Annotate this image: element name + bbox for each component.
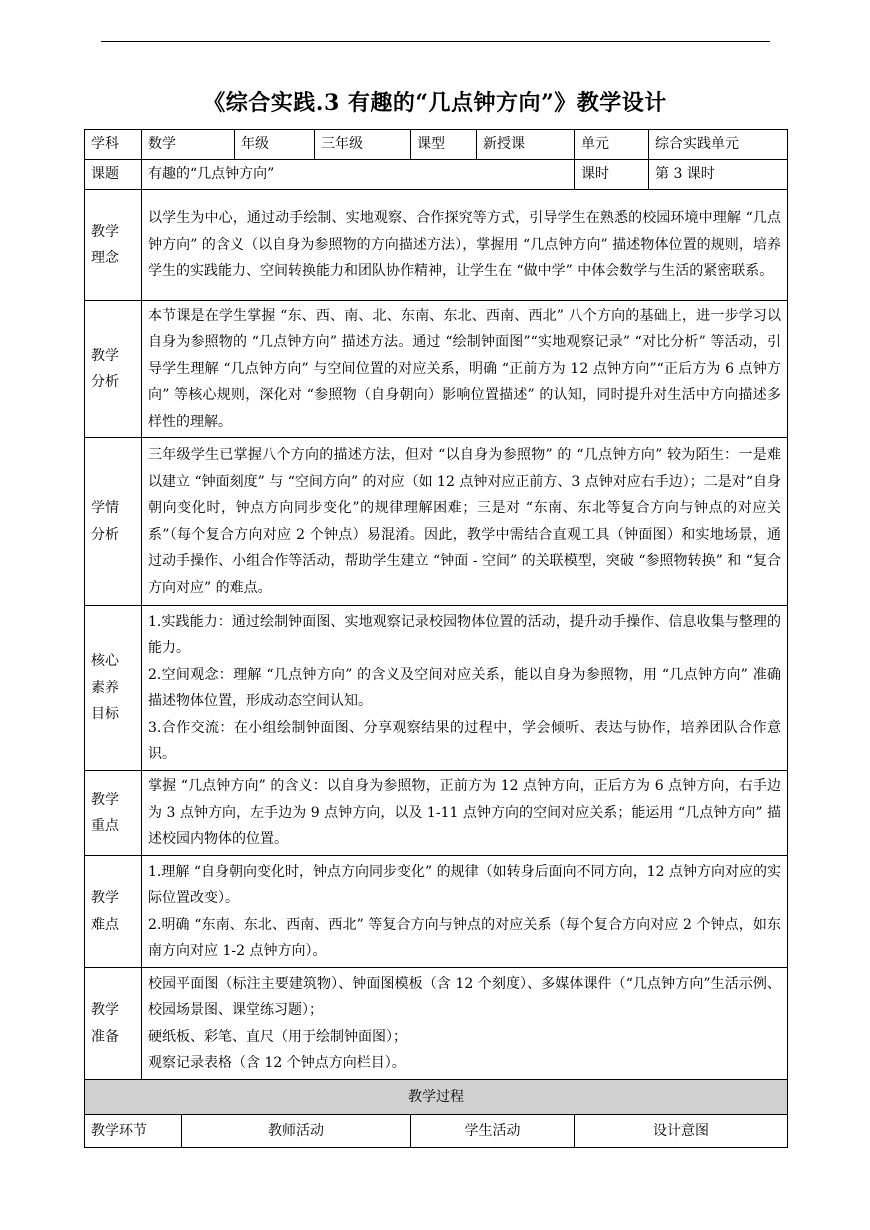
difficulty-item: 1.理解 “自身朝向变化时，钟点方向同步变化” 的规律（如转身后面向不同方向，12 点钟方向对应的实际位置改变）。 <box>148 863 781 906</box>
difficulty-item: 2.明确 “东南、东北、西南、西北” 等复合方向与钟点的对应关系（每个复合方向对应 2 个钟点，如东南方向对应 1-2 点钟方向）。 <box>148 916 781 959</box>
section-content: 以学生为中心，通过动手绘制、实地观察、合作探究等方式，引导学生在熟悉的校园环境中理解 “几点钟方向” 的含义（以自身为参照物的方向描述方法），掌握用 “几点钟方向” 描述物体位置的规则，培养学生的实践能力、空间转换能力和团队协作精神，让学生在 “做中学” 中体会数学与生活的紧密联系。 <box>142 190 788 301</box>
subject-value: 数学 <box>142 130 235 160</box>
section-content: 本节课是在学生掌握 “东、西、南、北、东南、东北、西南、西北” 八个方向的基础上，进一步学习以自身为参照物的 “几点钟方向” 描述方法。通过 “绘制钟面图”“实地观察记录” “对比分析” 等活动，引导学生理解 “几点钟方向” 与空间位置的对应关系，明确 “正前方为 12 点钟方向”“正后方为 6 点钟方向” 等核心规则，深化对 “参照物（自身朝向）影响位置描述” 的认知，同时提升对生活中方向描述多样性的理解。 <box>142 301 788 438</box>
document-title: 《综合实践.3 有趣的“几点钟方向”》教学设计 <box>203 90 667 116</box>
column-header-stage: 教学环节 <box>85 1115 182 1148</box>
section-row-analysis <box>85 301 788 438</box>
topic-label: 课题 <box>85 160 142 190</box>
section-label: 教学 准备 <box>85 968 142 1080</box>
section-content: 三年级学生已掌握八个方向的描述方法，但对 “以自身为参照物” 的 “几点钟方向” 较为陌生：一是难以建立 “钟面刻度” 与 “空间方向” 的对应（如 12 点钟对应正前方、3 点钟对应右手边）；二是对“自身朝向变化时，钟点方向同步变化”的规律理解困难；三是对 “东南、东北等复合方向与钟点的对应关系”（每个复合方向对应 2 个钟点）易混淆。因此，教学中需结合直观工具（钟面图）和实地场景，通过动手操作、小组合作等活动，帮助学生建立 “钟面 - 空间” 的关联模型，突破 “参照物转换” 和 “复合方向对应” 的难点。 <box>142 438 788 606</box>
section-row-preparation <box>85 968 788 1080</box>
section-row-key-points <box>85 771 788 856</box>
topic-value: 有趣的“几点钟方向” <box>142 160 575 190</box>
goal-item: 2.空间观念：理解 “几点钟方向” 的含义及空间对应关系，能以自身为参照物，用 “几点钟方向” 准确描述物体位置，形成动态空间认知。 <box>148 666 781 709</box>
column-header-intent: 设计意图 <box>575 1115 788 1148</box>
type-label: 课型 <box>411 130 477 160</box>
section-label: 教学 分析 <box>85 301 142 438</box>
lesson-plan-table <box>84 129 788 1148</box>
section-content <box>142 968 788 1080</box>
process-columns-row <box>85 1115 788 1148</box>
column-header-teacher: 教师活动 <box>182 1115 411 1148</box>
section-content <box>142 856 788 968</box>
header-rule <box>101 41 770 42</box>
grade-value: 三年级 <box>315 130 411 160</box>
section-row-core-goals <box>85 606 788 771</box>
meta-row-1 <box>85 130 788 160</box>
unit-value: 综合实践单元 <box>649 130 788 160</box>
process-heading: 教学过程 <box>85 1080 788 1115</box>
prep-item: 观察记录表格（含 12 个钟点方向栏目）。 <box>148 1055 406 1071</box>
type-value: 新授课 <box>477 130 575 160</box>
section-label: 教学 重点 <box>85 771 142 856</box>
period-label: 课时 <box>575 160 649 190</box>
subject-label: 学科 <box>85 130 142 160</box>
unit-label: 单元 <box>575 130 649 160</box>
prep-item: 硬纸板、彩笔、直尺（用于绘制钟面图）； <box>148 1028 407 1045</box>
meta-row-2 <box>85 160 788 190</box>
process-heading-row <box>85 1080 788 1115</box>
period-value: 第 3 课时 <box>649 160 788 190</box>
section-content <box>142 606 788 771</box>
section-label: 教学 难点 <box>85 856 142 968</box>
column-header-student: 学生活动 <box>411 1115 575 1148</box>
section-row-learner-analysis <box>85 438 788 606</box>
section-row-philosophy <box>85 190 788 301</box>
goal-item: 1.实践能力：通过绘制钟面图、实地观察记录校园物体位置的活动，提升动手操作、信息收集与整理的能力。 <box>148 613 781 656</box>
prep-item: 校园平面图（标注主要建筑物）、钟面图模板（含 12 个刻度）、多媒体课件（“几点钟方向”生活示例、校园场景图、课堂练习题）； <box>148 975 781 1018</box>
section-label: 核心 素养 目标 <box>85 606 142 771</box>
section-label: 学情 分析 <box>85 438 142 606</box>
section-label: 教学 理念 <box>85 190 142 301</box>
section-content: 掌握 “几点钟方向” 的含义：以自身为参照物，正前方为 12 点钟方向，正后方为 6 点钟方向，右手边为 3 点钟方向，左手边为 9 点钟方向，以及 1-11 点钟方向的空间对应关系；能运用 “几点钟方向” 描述校园内物体的位置。 <box>142 771 788 856</box>
grade-label: 年级 <box>235 130 315 160</box>
section-row-difficulties <box>85 856 788 968</box>
goal-item: 3.合作交流：在小组绘制钟面图、分享观察结果的过程中，学会倾听、表达与协作，培养团队合作意识。 <box>148 719 781 762</box>
